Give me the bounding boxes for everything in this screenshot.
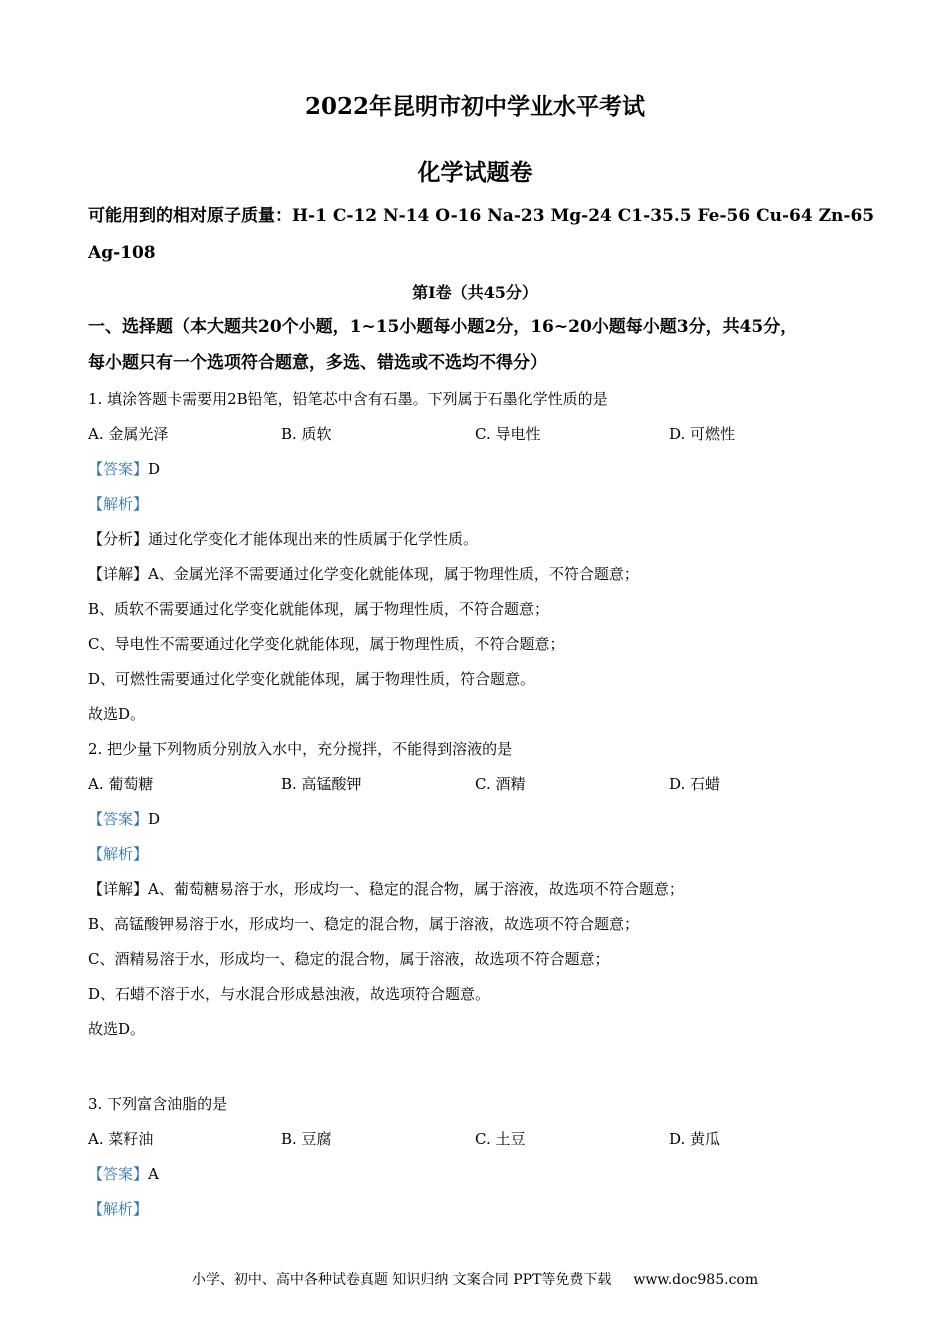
detail-text: A、葡萄糖易溶于水，形成均一、稳定的混合物，属于溶液，故选项不符合题意；: [148, 880, 684, 898]
question-2-conclusion: 故选D。: [88, 1020, 146, 1038]
section-instruction-1: 一、选择题（本大题共20个小题，1~15小题每小题2分，16~20小题每小题3分，共45分，: [88, 317, 798, 337]
question-2-option-b: B. 高锰酸钾: [281, 775, 362, 793]
question-1-answer: [88, 459, 160, 479]
question-1-fenxi: [88, 529, 478, 549]
detail-label: 【详解】: [88, 880, 149, 898]
fenxi-text: 通过化学变化才能体现出来的性质属于化学性质。: [148, 530, 479, 548]
answer-value: D: [148, 460, 161, 478]
question-1-option-c: C. 导电性: [475, 425, 541, 443]
answer-value: D: [148, 810, 161, 828]
detail-label: 【详解】: [88, 565, 149, 583]
question-1-option-a: A. 金属光泽: [88, 425, 169, 443]
footer-url[interactable]: www.doc985.com: [633, 1272, 759, 1288]
question-2-option-d: D. 石蜡: [669, 775, 721, 793]
question-3-option-a: A. 菜籽油: [88, 1130, 154, 1148]
answer-value: A: [148, 1165, 159, 1183]
question-1-detail-b: B、质软不需要通过化学变化就能体现，属于物理性质，不符合题意；: [88, 600, 550, 618]
page-footer: [0, 1269, 950, 1289]
atomic-masses-line2: Ag-108: [88, 243, 156, 263]
question-2-detail-c: C、酒精易溶于水，形成均一、稳定的混合物，属于溶液，故选项不符合题意；: [88, 950, 610, 968]
exam-title: 2022年昆明市初中学业水平考试: [304, 93, 645, 120]
question-2-option-c: C. 酒精: [475, 775, 526, 793]
question-2-analysis-label: 【解析】: [88, 845, 149, 863]
atomic-masses-line1: 可能用到的相对原子质量：H-1 C-12 N-14 O-16 Na-23 Mg-24 C1-35.5 Fe-56 Cu-64 Zn-65: [88, 206, 875, 226]
question-1-detail-d: D、可燃性需要通过化学变化就能体现，属于物理性质，符合题意。: [88, 670, 536, 688]
question-2-detail-first: [88, 879, 684, 899]
question-2-detail-b: B、高锰酸钾易溶于水，形成均一、稳定的混合物，属于溶液，故选项不符合题意；: [88, 915, 640, 933]
answer-label: 【答案】: [88, 460, 149, 478]
question-2-stem: 2. 把少量下列物质分别放入水中，充分搅拌，不能得到溶液的是: [88, 740, 513, 758]
question-1-analysis-label: 【解析】: [88, 495, 149, 513]
question-2-answer: [88, 809, 160, 829]
question-3-option-d: D. 黄瓜: [669, 1130, 721, 1148]
section-heading: 第Ⅰ卷（共45分）: [412, 283, 538, 302]
question-1-option-d: D. 可燃性: [669, 425, 736, 443]
question-1-stem: 1. 填涂答题卡需要用2B铅笔，铅笔芯中含有石墨。下列属于石墨化学性质的是: [88, 390, 608, 408]
question-1-conclusion: 故选D。: [88, 705, 146, 723]
exam-subtitle: 化学试题卷: [417, 159, 533, 186]
question-2-detail-d: D、石蜡不溶于水，与水混合形成悬浊液，故选项符合题意。: [88, 985, 491, 1003]
question-2-option-a: A. 葡萄糖: [88, 775, 154, 793]
question-3-answer: [88, 1164, 159, 1184]
footer-text: 小学、初中、高中各种试卷真题 知识归纳 文案合同 PPT等免费下载: [191, 1272, 612, 1288]
section-instruction-2: 每小题只有一个选项符合题意，多选、错选或不选均不得分）: [88, 353, 547, 373]
question-1-detail-first: [88, 564, 639, 584]
fenxi-label: 【分析】: [88, 530, 149, 548]
question-3-stem: 3. 下列富含油脂的是: [88, 1095, 228, 1113]
answer-label: 【答案】: [88, 1165, 149, 1183]
question-3-option-c: C. 土豆: [475, 1130, 526, 1148]
question-1-option-b: B. 质软: [281, 425, 332, 443]
question-3-option-b: B. 豆腐: [281, 1130, 332, 1148]
detail-text: A、金属光泽不需要通过化学变化就能体现，属于物理性质，不符合题意；: [148, 565, 639, 583]
question-1-detail-c: C、导电性不需要通过化学变化就能体现，属于物理性质，不符合题意；: [88, 635, 565, 653]
question-3-analysis-label: 【解析】: [88, 1200, 149, 1218]
answer-label: 【答案】: [88, 810, 149, 828]
